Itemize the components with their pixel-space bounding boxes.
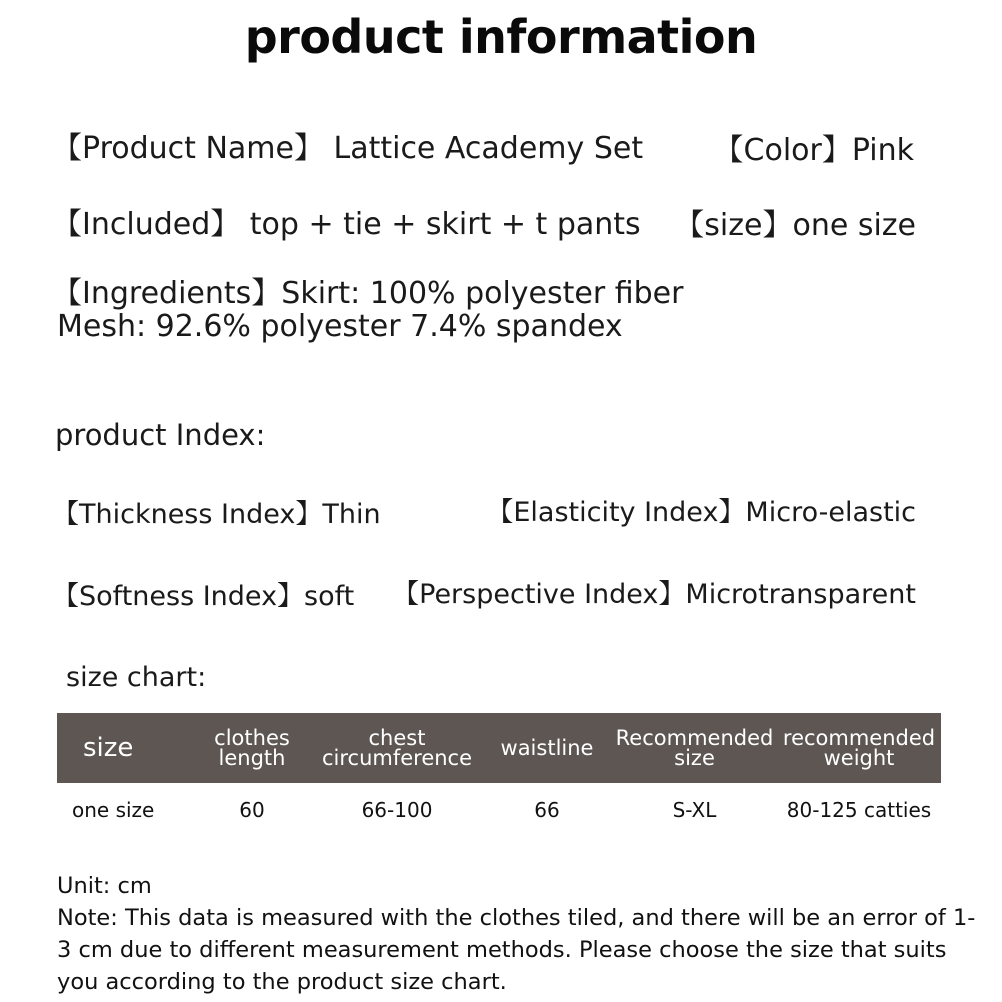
product-name-text: 【Product Name】 Lattice Academy Set xyxy=(52,131,644,166)
cell-recommended-size: S-XL xyxy=(672,798,717,822)
product-index-heading: product Index: xyxy=(55,418,266,452)
cell-clothes-length: 60 xyxy=(239,798,265,822)
cell-size: one size xyxy=(72,798,155,822)
cell-chest-circumference: 66-100 xyxy=(361,798,433,822)
cell-waistline: 66 xyxy=(534,798,560,822)
header-clothes-length: clothes length xyxy=(214,726,290,770)
perspective-index: 【Perspective Index】Microtransparent xyxy=(392,579,916,610)
included-text: 【Included】 top + tie + skirt + t pants xyxy=(52,207,641,242)
size-chart-heading: size chart: xyxy=(66,662,207,693)
cell-recommended-weight: 80-125 catties xyxy=(786,798,932,822)
size-text: 【size】one size xyxy=(674,208,916,243)
header-chest-circumference: chest circumference xyxy=(321,726,473,770)
size-chart-header-row xyxy=(57,713,941,783)
header-recommended-size: Recommended size xyxy=(615,726,774,770)
table-row xyxy=(57,783,941,837)
ingredients-line-1: 【Ingredients】Skirt: 100% polyester fiber xyxy=(52,276,684,311)
notes-block xyxy=(57,870,977,998)
note-text: Note: This data is measured with the clothes tiled, and there will be an error of 1-3 cm due to different measurement methods. Please choose the size that suits you according to the product size chart. xyxy=(57,905,976,995)
color-text: 【Color】Pink xyxy=(713,133,914,168)
size-chart-table xyxy=(57,713,941,837)
header-waistline: waistline xyxy=(500,736,594,760)
page-title: product information xyxy=(244,10,758,64)
unit-text: Unit: cm xyxy=(57,873,152,899)
elasticity-index: 【Elasticity Index】Micro-elastic xyxy=(486,497,916,528)
ingredients-line-2: Mesh: 92.6% polyester 7.4% spandex xyxy=(57,309,623,344)
header-recommended-weight: recommended weight xyxy=(782,726,936,770)
header-size: size xyxy=(83,733,134,763)
thickness-index: 【Thickness Index】Thin xyxy=(52,499,381,530)
softness-index: 【Softness Index】soft xyxy=(52,581,355,612)
